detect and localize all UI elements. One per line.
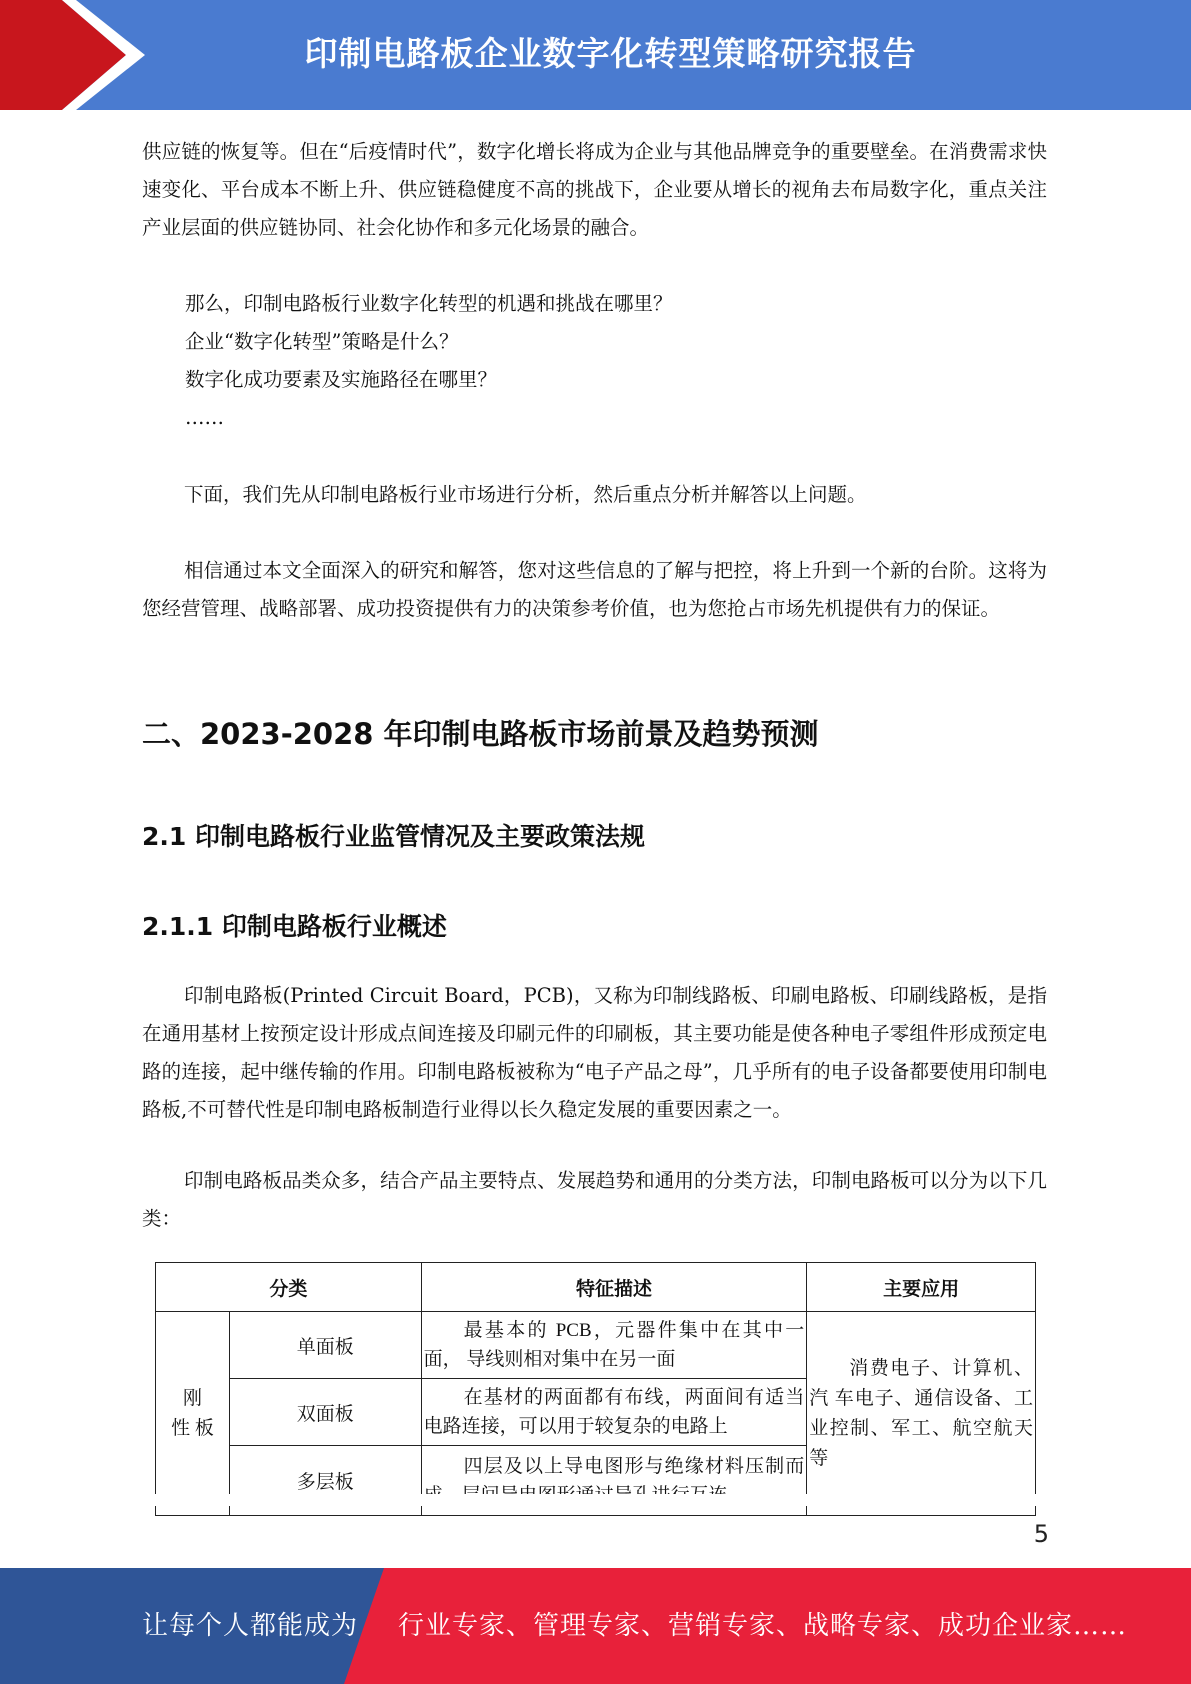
page-header <box>0 0 1191 110</box>
table-cutoff-mask <box>150 1494 1050 1506</box>
subsection-heading: 2.1 印制电路板行业监管情况及主要政策法规 <box>142 822 645 851</box>
table-header-feature: 特征描述 <box>421 1263 807 1312</box>
footer-slogan-right: 行业专家、管理专家、营销专家、战略专家、成功企业家…… <box>398 1611 1128 1641</box>
section-heading: 二、2023-2028 年印制电路板市场前景及趋势预测 <box>142 717 819 751</box>
table-header-category: 分类 <box>156 1263 422 1312</box>
intro-text-2: 下面，我们先从印制电路板行业市场进行分析，然后重点分析并解答以上问题。 <box>184 483 867 506</box>
subsubsection-heading: 2.1.1 印制电路板行业概述 <box>142 912 447 941</box>
page-number: 5 <box>1033 1520 1049 1548</box>
category-intro-text: 印制电路板品类众多，结合产品主要特点、发展趋势和通用的分类方法，印制电路板可以分为以下几类： <box>142 1169 1047 1230</box>
application-text: 消费电子、计算机、汽 车电子、通信设备、工业控制、军工、航空航天等 <box>809 1357 1033 1469</box>
category-intro-paragraph <box>142 1162 1047 1238</box>
footer-slogan-left: 让每个人都能成为 <box>142 1611 359 1641</box>
table-cell-desc: 最基本的 PCB，元器件集中在其中一面， 导线则相对集中在另一面 <box>421 1312 807 1379</box>
table-cell-application <box>807 1312 1036 1516</box>
question-ellipsis: …… <box>185 406 224 429</box>
overview-text: 印制电路板(Printed Circuit Board，PCB)，又称为印制线路板、印刷电路板、印刷线路板，是指在通用基材上按预定设计形成点间连接及印刷元件的印刷板，其主要功能是使各种电子零组件形成预定电路的连接，起中继传输的作用。印制电路板被称为“电子产品之母”，几乎所有的电子设备都要使用印制电路板,不可替代性是印制电路板制造行业得以长久稳定发展的重要因素之一。 <box>142 984 1047 1121</box>
question-item: 数字化成功要素及实施路径在哪里？ <box>185 368 498 391</box>
intro-text-3: 相信通过本文全面深入的研究和解答，您对这些信息的了解与把控，将上升到一个新的台阶。这将为您经营管理、战略部署、成功投资提供有力的决策参考价值，也为您抢占市场先机提供有力的保证。 <box>142 559 1047 620</box>
intro-paragraph-2 <box>142 476 1047 514</box>
question-item: 企业“数字化转型”策略是什么？ <box>185 330 459 353</box>
classification-table <box>155 1262 1036 1516</box>
overview-paragraph <box>142 977 1047 1129</box>
question-list <box>185 285 673 437</box>
intro-paragraph-1 <box>142 133 1047 247</box>
table-cell-type: 双面板 <box>229 1379 421 1446</box>
table-header-application: 主要应用 <box>807 1263 1036 1312</box>
group-label-line-1: 刚 <box>182 1387 202 1409</box>
table-row <box>156 1312 1036 1379</box>
table-cell-type: 单面板 <box>229 1312 421 1379</box>
header-title: 印制电路板企业数字化转型策略研究报告 <box>304 34 917 73</box>
table-header-row <box>156 1263 1036 1312</box>
table-cell-desc: 在基材的两面都有布线，两面间有适当电路连接，可以用于较复杂的电路上 <box>421 1379 807 1446</box>
table-cell-desc: 四层及以上导电图形与绝缘材料压制而 <box>421 1446 807 1516</box>
table-cell-type: 多层板 <box>229 1446 421 1516</box>
question-item: 那么，印制电路板行业数字化转型的机遇和挑战在哪里？ <box>185 292 673 315</box>
group-label-line-2: 性 板 <box>171 1417 214 1439</box>
page-footer <box>0 1568 1191 1684</box>
table-group-rigid <box>156 1312 230 1516</box>
intro-paragraph-3 <box>142 552 1047 628</box>
intro-text-1: 供应链的恢复等。但在“后疫情时代”，数字化增长将成为企业与其他品牌竞争的重要壁垒。在消费需求快速变化、平台成本不断上升、供应链稳健度不高的挑战下，企业要从增长的视角去布局数字化，重点关注产业层面的供应链协同、社会化协作和多元化场景的融合。 <box>142 140 1047 239</box>
